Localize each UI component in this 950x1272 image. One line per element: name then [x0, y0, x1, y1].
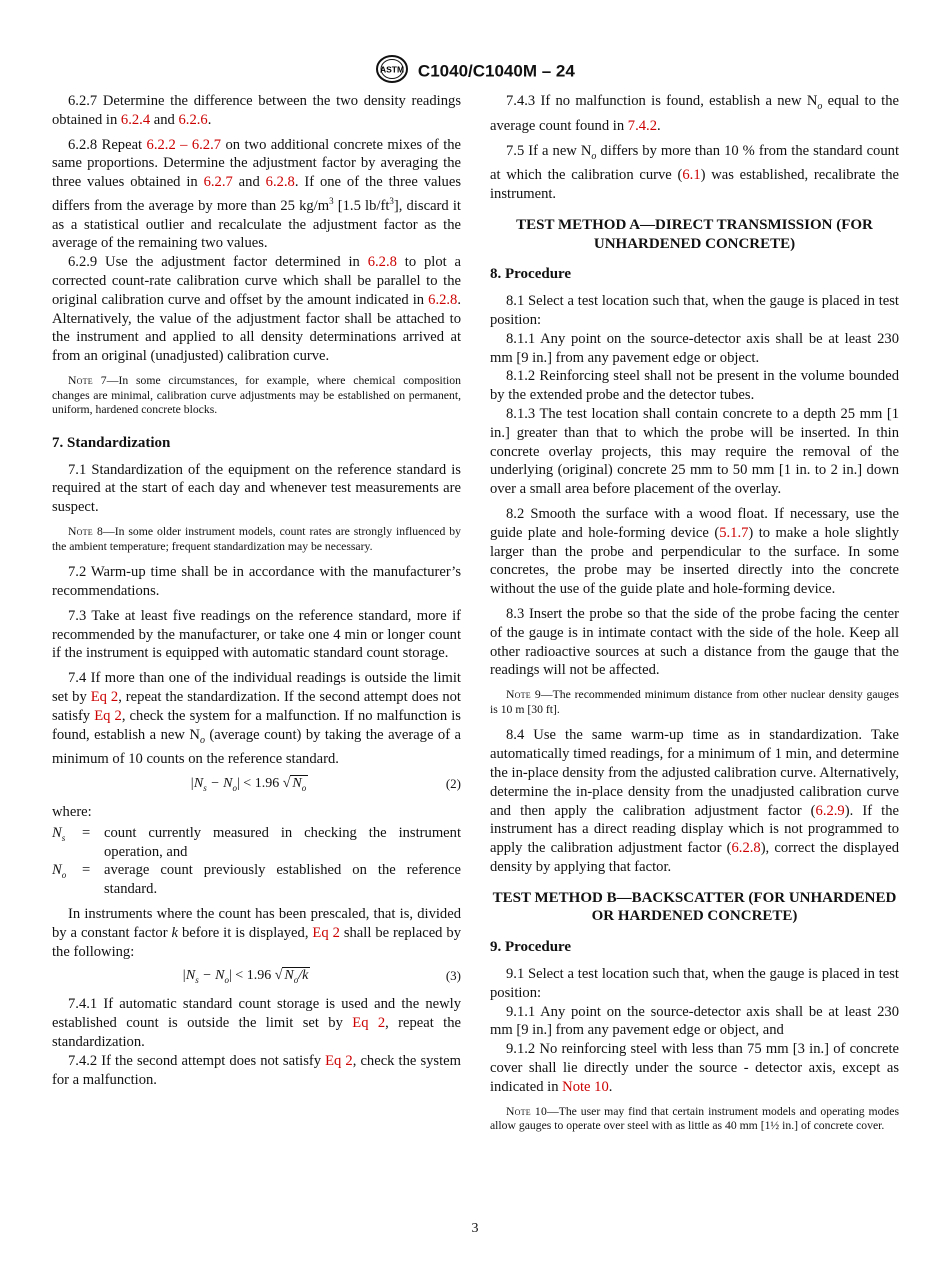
astm-logo	[375, 54, 409, 89]
link-5-1-7[interactable]: 5.1.7	[719, 524, 749, 541]
left-column	[52, 92, 461, 1095]
para-6-2-8: 6.2.8 Repeat 6.2.2 – 6.2.7 on two additional concrete mixes of the same proportions. Determine the adjustment factor by averaging the three values obtained in 6.2.7 and 6.2.8. If one of the three values differs from the average by more than 25 $kg/m^3$ [1.5 $lb/ft^3$], discard it as a statistical outlier and recalculate the adjustment factor as the average of the remaining two values.	[52, 136, 462, 252]
para-8-4: 8.4 Use the same warm-up time as in standardization. Take automatically timed readings, for a minimum of 1 min, and determine the in-place density from the adjusted calibration curve. Alternatively, determine the in-place density from the unadjusted calibration curve and then apply the calibration adjustment factor (6.2.9). If the instrument has a direct reading display which is not programmed to apply the calibration adjustment factor (6.2.8), correct the displayed density by applying that factor.	[490, 727, 900, 875]
link-6-2-8[interactable]: 6.2.8	[367, 254, 397, 271]
note-7: Note 7—In some circumstances, for example, where chemical composition changes are minimal, calibration curve adjustments may be established on permanent, uniform, hardened concrete blocks.	[52, 374, 461, 417]
note-10: Note 10—The user may find that certain instrument models and operating modes allow gauges to operate over steel with as little as 40 mm [1½ in.] of concrete cover.	[490, 1104, 899, 1133]
para-7-3: 7.3 Take at least five readings on the reference standard, more if recommended by the manufacturer, or take one 4 min or longer count if the instrument is equipped with automatic standard count storage.	[52, 607, 461, 662]
para-9-1-2: 9.1.2 No reinforcing steel with less than 75 mm [3 in.] of concrete cover shall lie directly under the source - detector axis, except as indicated in Note 10.	[490, 1041, 899, 1095]
link-7-4-2[interactable]: 7.4.2	[627, 117, 657, 134]
link-6-2-8[interactable]: 6.2.8	[265, 174, 295, 191]
section-9-heading: 9. Procedure	[490, 939, 572, 956]
note-8: Note 8—In some older instrument models, count rates are strongly influenced by the ambient temperature; frequent standardization may be necessary.	[52, 524, 461, 553]
para-8-3: 8.3 Insert the probe so that the side of the probe facing the center of the gauge is in intimate contact with the side of the hole. Keep all other radioactive sources at such a distance from the gauge that the readings will not be affected.	[490, 605, 899, 679]
link-6-2-8[interactable]: 6.2.8	[731, 840, 761, 857]
designation: C1040/C1040M – 24	[417, 61, 575, 81]
para-7-1: 7.1 Standardization of the equipment on the reference standard is required at the start of each day and whenever test measurements are suspect.	[52, 461, 461, 516]
para-6-2-9: 6.2.9 Use the adjustment factor determined in 6.2.8 to plot a corrected count-rate calibration curve which shall be parallel to the original calibration curve and offset by the amount indicated in 6.2.8. Alternatively, the value of the adjustment factor shall be attached to the instrument and applied to all density determinations arrived at from an original (unadjusted) calibration curve.	[52, 254, 461, 365]
where-label: where:	[52, 804, 92, 821]
link-eq-2[interactable]: Eq 2	[352, 1015, 386, 1032]
para-6-2-7: 6.2.7 Determine the difference between the two density readings obtained in 6.2.4 and 6.2.6.	[52, 93, 461, 128]
para-7-4-3: 7.4.3 If no malfunction is found, establish a new $N_o$ equal to the average count found in 7.4.2.	[490, 93, 899, 134]
para-8-1-2: 8.1.2 Reinforcing steel shall not be present in the volume bounded by the extended probe and the detector tubes.	[490, 368, 899, 404]
definition-ns: $N_s$ = count currently measured in checking the instrument operation, and	[52, 824, 461, 860]
link-6-2-8[interactable]: 6.2.8	[428, 291, 458, 308]
link-6-2-4[interactable]: 6.2.4	[120, 111, 151, 128]
link-6-2-6[interactable]: 6.2.6	[178, 111, 208, 128]
para-7-4-2: 7.4.2 If the second attempt does not satisfy Eq 2, check the system for a malfunction.	[52, 1052, 461, 1088]
equation-2: $|N_s - N_o| < 1.96$ √ $N_o$ (2)	[190, 776, 461, 793]
para-8-1-1: 8.1.1 Any point on the source-detector axis shall be at least 230 mm [9 in.] from any pavement edge or object.	[490, 330, 899, 366]
link-note-10[interactable]: Note 10	[562, 1078, 609, 1095]
link-eq-2[interactable]: Eq 2	[325, 1052, 353, 1069]
test-method-b-heading: TEST METHOD B—BACKSCATTER (FOR UNHARDENED OR HARDENED CONCRETE)	[492, 889, 897, 925]
link-6-2-9[interactable]: 6.2.9	[815, 802, 845, 819]
section-7-heading: 7. Standardization	[52, 434, 171, 451]
para-9-1-1: 9.1.1 Any point on the source-detector axis shall be at least 230 mm [9 in.] from any pavement edge or object, and	[490, 1003, 899, 1039]
page-number: 3	[471, 1221, 479, 1236]
para-7-4: 7.4 If more than one of the individual readings is outside the limit set by Eq 2, repeat the standardization. If the second attempt does not satisfy Eq 2, check the system for a malfunction. If no malfunction is found, establish a new $N_o$ (average count) by taking the average of a minimum of 10 counts on the reference standard.	[52, 670, 461, 768]
link-6-1[interactable]: 6.1	[682, 167, 701, 184]
para-8-1: 8.1 Select a test location such that, when the gauge is placed in test position:	[490, 293, 899, 328]
link-eq-2[interactable]: Eq 2	[94, 707, 122, 724]
link-eq-2[interactable]: Eq 2	[90, 688, 119, 705]
link-6-2-7[interactable]: 6.2.7	[203, 174, 233, 191]
para-7-2: 7.2 Warm-up time shall be in accordance with the manufacturer’s recommendations.	[52, 564, 461, 599]
section-8-heading: 8. Procedure	[490, 266, 572, 283]
link-eq-2[interactable]: Eq 2	[312, 924, 340, 941]
test-method-a-heading: TEST METHOD A—DIRECT TRANSMISSION (FOR UNHARDENED CONCRETE)	[516, 216, 873, 252]
page-header	[0, 54, 950, 89]
link-6-2-2-to-6-2-7[interactable]: 6.2.2 – 6.2.7	[146, 136, 222, 153]
para-prescaled: In instruments where the count has been prescaled, that is, divided by a constant factor k before it is displayed, Eq 2 shall be replaced by the following:	[52, 906, 461, 960]
svg-text:ASTM: ASTM	[380, 64, 405, 75]
note-9: Note 9—The recommended minimum distance from other nuclear density gauges is 10 m [30 ft].	[490, 688, 899, 716]
right-column	[490, 92, 899, 1143]
para-8-1-3: 8.1.3 The test location shall contain concrete to a depth 25 mm [1 in.] greater than that to which the probe will be inserted. In thin concrete overlay projects, this may require the removal of the underlying (original) concrete 25 mm to 50 mm [1 in. to 2 in.] down over a small area before placement of the overlay.	[490, 405, 899, 498]
para-7-5: 7.5 If a new $N_o$ differs by more than 10 % from the standard count at which the calibration curve (6.1) was established, recalibrate the instrument.	[490, 142, 900, 202]
para-9-1: 9.1 Select a test location such that, when the gauge is placed in test position:	[490, 966, 899, 1001]
definition-no: $N_o$ = average count previously established on the reference standard.	[52, 862, 461, 898]
equation-3: $|N_s - N_o| < 1.96$ √ $N_o/k$ (3)	[182, 968, 461, 986]
para-7-4-1: 7.4.1 If automatic standard count storage is used and the newly established count is outside the limit set by Eq 2, repeat the standardization.	[52, 996, 462, 1051]
para-8-2: 8.2 Smooth the surface with a wood float. If necessary, use the guide plate and hole-forming device (5.1.7) to make a hole slightly larger than the probe and perpendicular to the surface. In some concretes, the probe may be inserted directly into the concrete without the use of the guide plate and hole-forming device.	[490, 505, 899, 598]
